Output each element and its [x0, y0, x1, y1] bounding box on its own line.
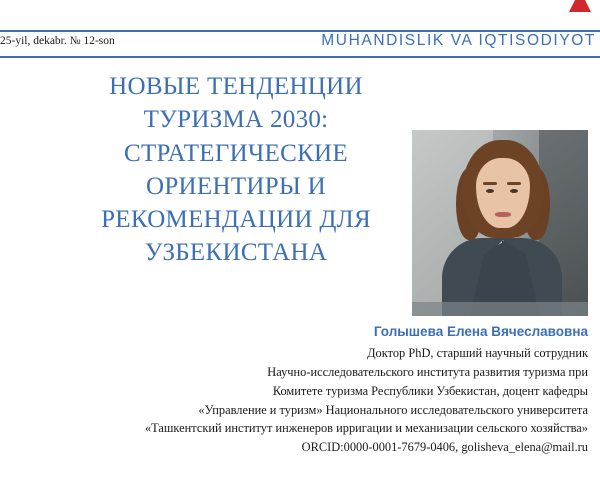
title-line: СТРАТЕГИЧЕСКИЕ: [124, 139, 348, 167]
page-title: [56, 70, 416, 270]
title-line: УЗБЕКИСТАНА: [144, 239, 328, 267]
title-line: НОВЫЕ ТЕНДЕНЦИИ: [109, 73, 363, 100]
eyebrow-right: [507, 182, 521, 185]
affiliation-line: Научно-исследовательского института развития туризма при: [267, 364, 588, 379]
eyebrow-left: [483, 182, 497, 185]
affiliation-line: «Управление и туризм» Национального исследовательского университета: [198, 402, 588, 417]
title-line: ТУРИЗМА 2030:: [143, 106, 329, 134]
affiliation-line: Комитете туризма Республики Узбекистан, доцент кафедры: [272, 383, 588, 398]
journal-title: MUHANDISLIK VA IQTISODIYOT: [321, 32, 596, 49]
author-portrait-photo: [412, 130, 588, 316]
desk-surface: [412, 302, 588, 316]
affiliation-line: «Ташкентский институт инженеров ирригации и механизации сельского хозяйства»: [144, 421, 588, 436]
face: [476, 158, 530, 228]
header-rule-bottom: [0, 56, 600, 58]
triangle-shape: [569, 0, 591, 12]
author-name: Голышева Елена Вячеславовна: [373, 324, 588, 339]
eye-right: [510, 189, 518, 193]
affiliation-orcid-email: ORCID:0000-0001-7679-0406, golisheva_elena@mail.ru: [301, 440, 588, 455]
affiliation-line: Доктор PhD, старший научный сотрудник: [367, 346, 588, 360]
mouth: [495, 212, 511, 217]
eye-left: [486, 189, 494, 193]
issue-line: 25-yil, dekabr. № 12-son: [0, 35, 115, 47]
author-affiliation: [28, 344, 588, 457]
red-triangle-mark: [569, 0, 591, 14]
page-header: [0, 30, 600, 58]
title-line: РЕКОМЕНДАЦИИ ДЛЯ: [101, 206, 371, 233]
title-line: ОРИЕНТИРЫ И: [146, 172, 326, 200]
